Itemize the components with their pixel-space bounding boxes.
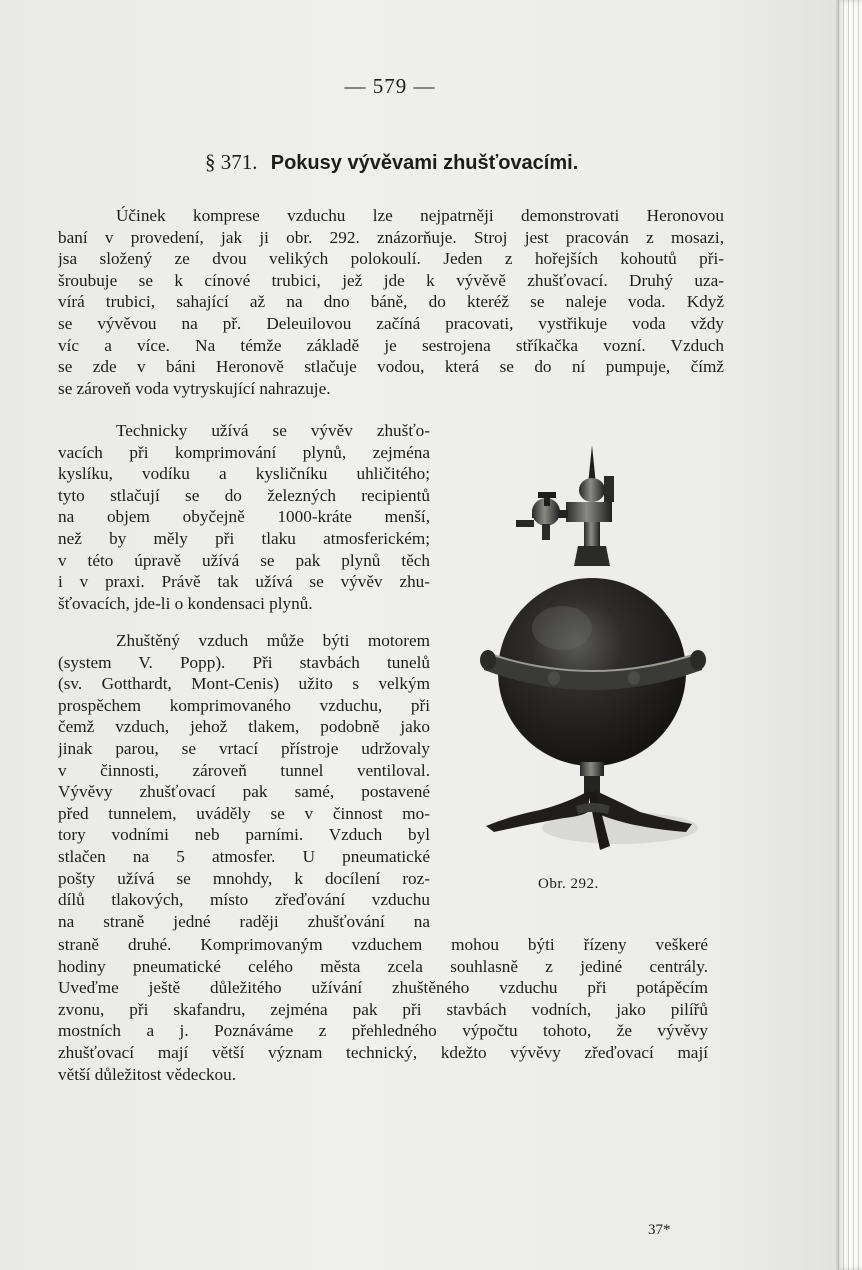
- text-line: se zde v báni Heronově stlačuje vodou, která se do ní pumpuje, čímž: [58, 357, 724, 377]
- text-line: šroubuje se k cínové trubici, jež jde k vývěvě zhušťovací. Druhý uza-: [58, 270, 724, 290]
- text-line: na objem obyčejně 1000-kráte menší,: [58, 507, 430, 527]
- text-line: se zároveň voda vytryskující nahrazuje.: [58, 378, 331, 398]
- text-line: zhušťovací mají větší význam technický, kdežto vývěvy zřeďovací mají: [58, 1042, 708, 1062]
- text-line: před tunnelem, uváděly se v činnost mo-: [58, 803, 430, 823]
- paragraph-1: [58, 205, 724, 399]
- text-line: stlačen na 5 atmosfer. U pneumatické: [58, 846, 430, 866]
- text-line: jsa složený ze dvou velikých polokoulí. Jeden z hořejších kohoutů při-: [58, 249, 724, 269]
- text-line: mostních a j. Poznáváme z přehledného výpočtu tohoto, že vývěvy: [58, 1021, 708, 1041]
- section-heading: [205, 150, 625, 175]
- section-title: Pokusy vývěvami zhušťovacími.: [270, 152, 579, 174]
- text-line: než by měly při tlaku atmosferickém;: [58, 528, 430, 548]
- text-line: Účinek komprese vzduchu lze nejpatrněji demonstrovati Heronovou: [116, 206, 724, 225]
- text-line: vacích při komprimování plynů, zejména: [58, 442, 430, 462]
- text-line: (sv. Gotthardt, Mont-Cenis) užito s velkým: [58, 674, 430, 694]
- heron-ball-figure: [470, 440, 720, 870]
- text-line: zvonu, při skafandru, zejména pak při stavbách vodních, jako pilířů: [58, 999, 708, 1019]
- text-line: v činnosti, zároveň tunnel ventiloval.: [58, 760, 430, 780]
- page-edge: [836, 0, 862, 1270]
- heron-ball-apparatus-illustration: [470, 440, 720, 870]
- text-line: i v praxi. Právě tak užívá se vývěv zhu-: [58, 572, 430, 592]
- text-line: Technicky užívá se vývěv zhušťo-: [116, 421, 430, 440]
- paragraph-3: [58, 630, 430, 932]
- text-line: baní v provedení, jak ji obr. 292. znázorňuje. Stroj jest pracován z mosazi,: [58, 227, 724, 247]
- text-line: straně druhé. Komprimovaným vzduchem mohou býti řízeny veškeré: [58, 935, 708, 954]
- text-line: v této úpravě užívá se pak plynů těch: [58, 550, 430, 570]
- text-line: Zhuštěný vzduch může býti motorem: [116, 631, 430, 650]
- text-line: (system V. Popp). Při stavbách tunelů: [58, 652, 430, 672]
- figure-caption: Obr. 292.: [538, 876, 599, 892]
- text-line: tory vodními neb parními. Vzduch byl: [58, 825, 430, 845]
- text-line: na straně jedné raději zhušťování na: [58, 911, 430, 931]
- paragraph-4: [58, 934, 708, 1085]
- text-line: kyslíku, vodíku a kysličníku uhličitého;: [58, 464, 430, 484]
- section-number: § 371.: [205, 150, 258, 174]
- text-line: prospěchem komprimovaného vzduchu, při: [58, 695, 430, 715]
- text-line: Vývěvy zhušťovací pak samé, postavené: [58, 782, 430, 802]
- text-line: tyto stlačují se do železných recipientů: [58, 485, 430, 505]
- page-number: — 579 —: [344, 74, 436, 98]
- text-line: hodiny pneumatické celého města zcela souhlasně z jediné centrály.: [58, 956, 708, 976]
- text-line: víc a více. Na témže základě je sestrojena stříkačka vozní. Vzduch: [58, 335, 724, 355]
- text-line: šťovacích, jde-li o kondensaci plynů.: [58, 593, 313, 613]
- text-line: dílů tlakových, místo zřeďování vzduchu: [58, 890, 430, 910]
- text-line: pošty užívá se mnohdy, k docílení roz-: [58, 868, 430, 888]
- text-line: větší důležitost vědeckou.: [58, 1064, 237, 1084]
- text-line: vírá trubici, sahající až na dno báně, do kteréž se naleje voda. Když: [58, 292, 724, 312]
- paragraph-2: [58, 420, 430, 614]
- text-line: čemž vzduch, jehož tlakem, podobně jako: [58, 717, 430, 737]
- text-line: Uveďme ještě důležitého užívání zhuštěného vzduchu při potápěcím: [58, 978, 708, 998]
- text-line: jinak parou, se vrtací přístroje udržovaly: [58, 738, 430, 758]
- text-line: se vývěvou na př. Deleuilovou začíná pracovati, vystřikuje voda vždy: [58, 313, 724, 333]
- signature-mark: 37*: [648, 1222, 671, 1238]
